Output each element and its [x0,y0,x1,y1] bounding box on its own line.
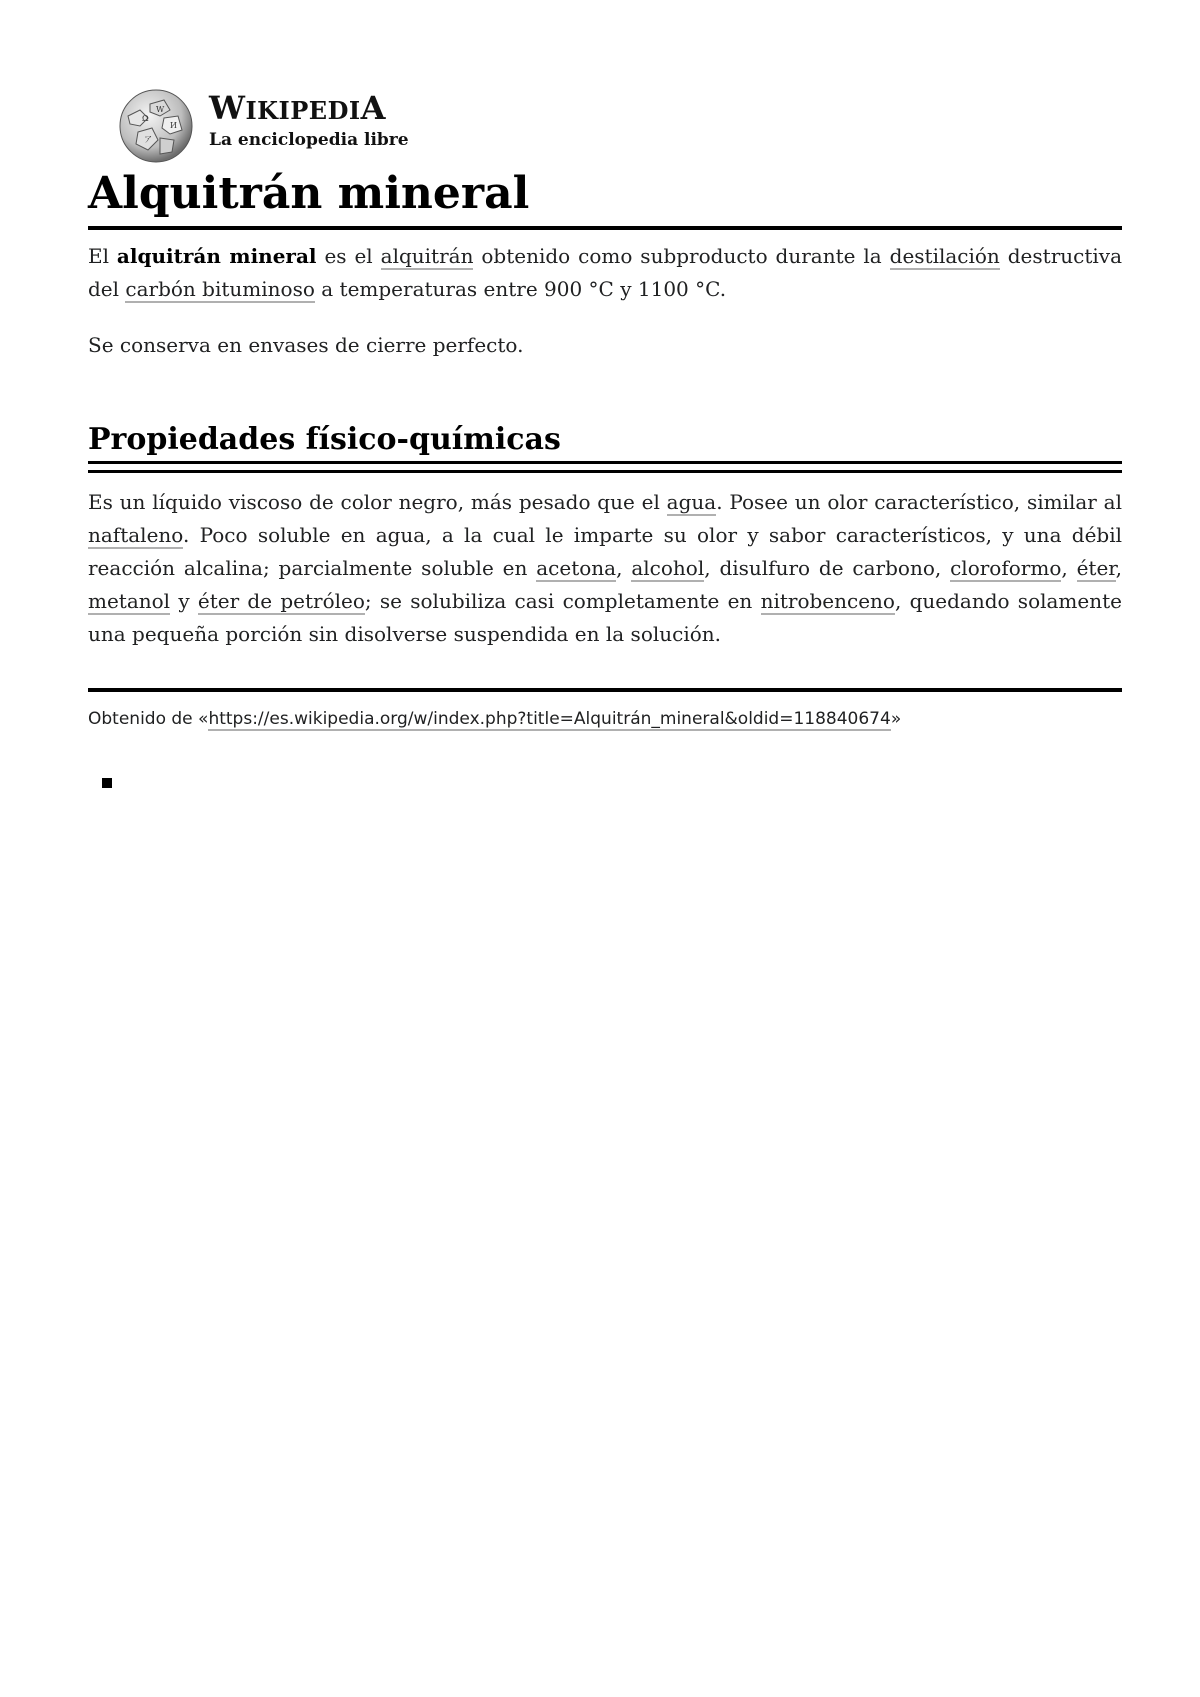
title-divider [88,226,1122,230]
site-header [88,0,1122,170]
svg-text:И: И [170,121,177,130]
footer-divider [88,688,1122,692]
wikipedia-globe-icon[interactable] [118,88,194,164]
svg-text:W: W [156,105,165,114]
properties-paragraph: Es un líquido viscoso de color negro, más pesado que el agua. Posee un olor característico, similar al naftaleno. Poco soluble en agua, a la cual le imparte su olor y sabor característicos, y una débil reacción alcalina; parcialmente soluble en acetona, alcohol, disulfuro de carbono, cloroformo, éter, metanol y éter de petróleo; se solubiliza casi completamente en nitrobenceno, quedando solamente una pequeña porción sin disolverse suspendida en la solución. [88,490,1123,646]
conservation-paragraph: Se conserva en envases de cierre perfecto. [88,333,524,357]
link-cloroformo[interactable]: cloroformo [950,556,1062,580]
link-nitrobenceno[interactable]: nitrobenceno [760,589,895,613]
page [88,0,1123,729]
link-carbon-bituminoso[interactable]: carbón bituminoso [125,277,315,301]
section-divider-bottom [88,470,1122,473]
link-acetona[interactable]: acetona [536,556,617,580]
svg-text:ア: ア [144,135,152,144]
link-eter[interactable]: éter [1076,556,1116,580]
link-eter-de-petroleo[interactable]: éter de petróleo [197,589,365,613]
link-agua[interactable]: agua [666,490,717,514]
permanent-link[interactable]: https://es.wikipedia.org/w/index.php?title=Alquitrán_mineral&oldid=118840674 [208,709,891,729]
link-naftaleno[interactable]: naftaleno [88,523,183,547]
svg-text:Ω: Ω [142,114,149,123]
retrieved-from: Obtenido de «https://es.wikipedia.org/w/index.php?title=Alquitrán_mineral&oldid=118840674» [88,709,902,729]
wordmark-w: W [209,89,246,127]
intro-paragraph: El alquitrán mineral es el alquitrán obtenido como subproducto durante la destilación destructiva del carbón bituminoso a temperaturas entre 900 °C y 1100 °C. [88,244,1122,301]
bold-term: alquitrán mineral [116,244,317,268]
wordmark-middle: IKIPEDI [245,96,361,125]
section-divider-top [88,461,1122,464]
link-metanol[interactable]: metanol [88,589,171,613]
wikipedia-wordmark[interactable] [209,89,386,127]
section-heading: Propiedades físico-químicas [88,422,561,457]
list-bullet [102,778,112,788]
page-title: Alquitrán mineral [88,168,530,219]
wikipedia-tagline: La enciclopedia libre [209,130,409,150]
link-alquitran[interactable]: alquitrán [380,244,474,268]
link-destilacion[interactable]: destilación [889,244,1000,268]
link-alcohol[interactable]: alcohol [631,556,705,580]
wordmark-a: A [360,89,386,127]
